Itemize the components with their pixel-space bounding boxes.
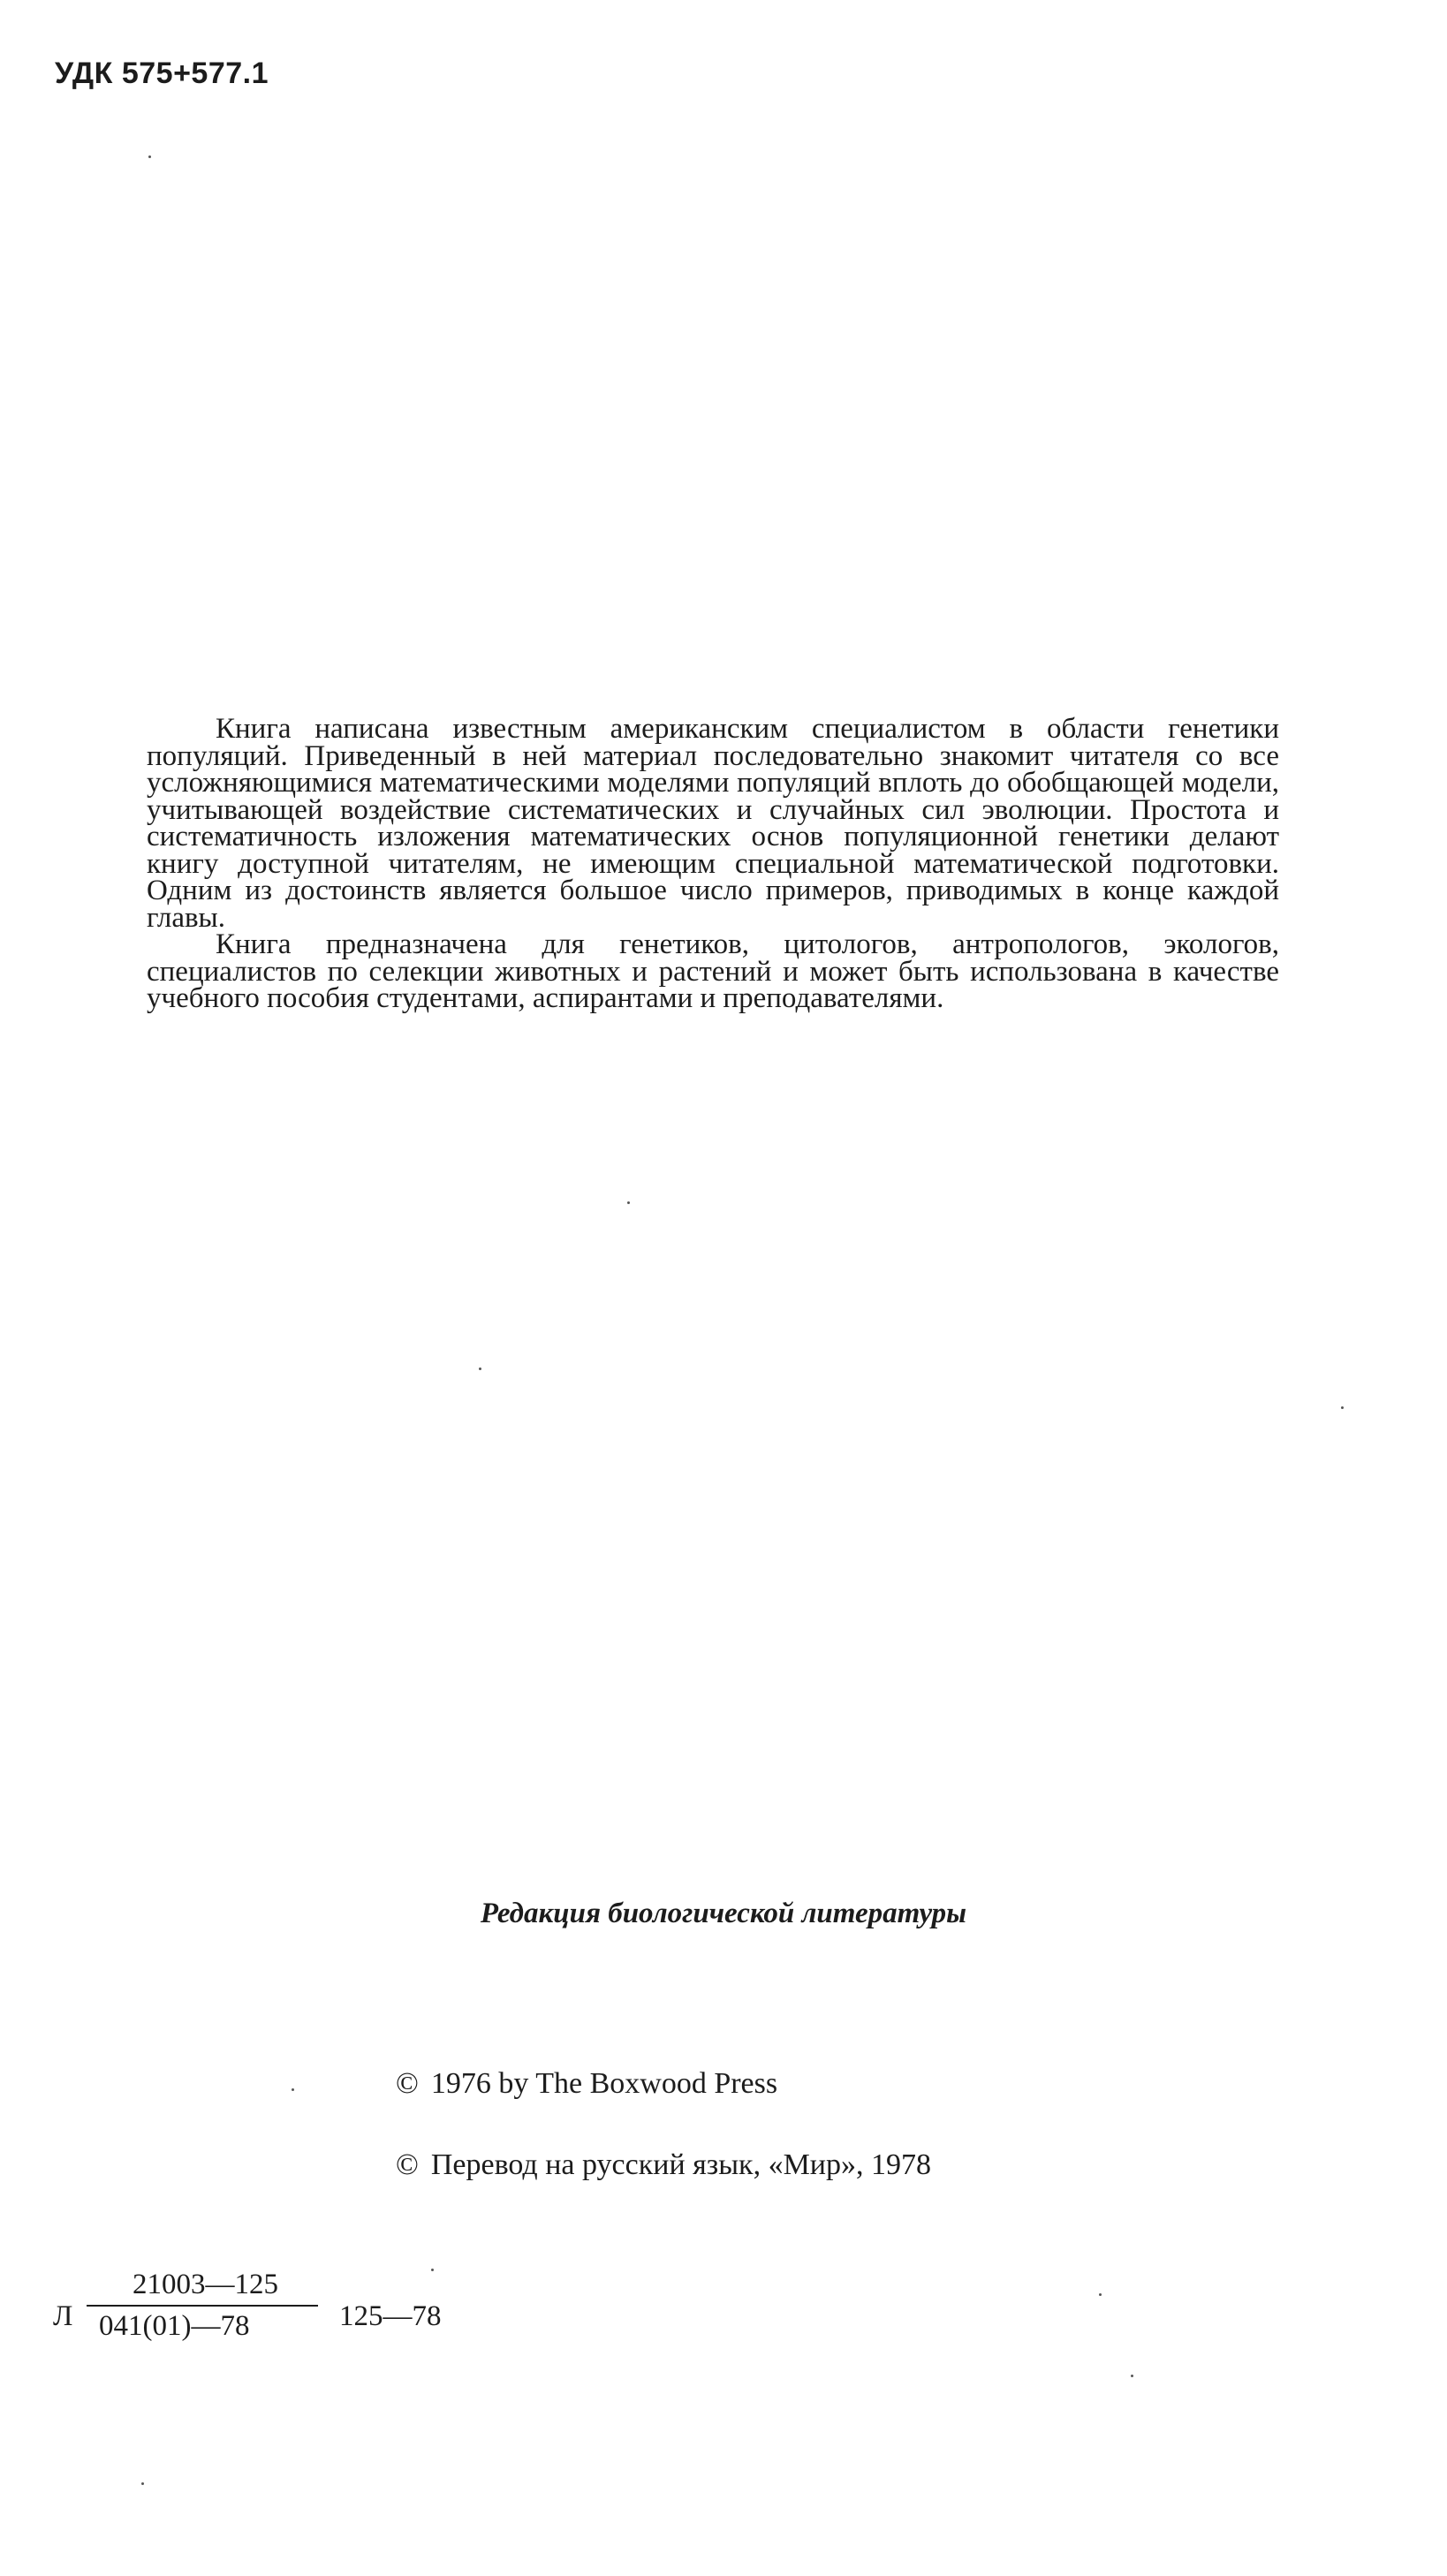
copyright-original-text: 1976 by The Boxwood Press [430, 2067, 778, 2100]
copyright-original [396, 2067, 777, 2101]
index-code: 125—78 [339, 2300, 442, 2332]
annotation-paragraph-2: Книга предназначена для генетиков, цитологов, антропологов, экологов, специалистов по селекции животных и растений и может быть использована в качестве учебного пособия студентами, аспирантами и преподавателями. [147, 928, 1279, 1014]
copyright-translation [396, 2148, 931, 2182]
scan-speck [627, 1201, 630, 1204]
udk-classification: УДК 575+577.1 [55, 57, 269, 90]
annotation-paragraph-1: Книга написана известным американским специалистом в области генетики популяций. Приведенный в ней материал последовательно знакомит читателя со все усложняющимися математическими моделями популяций вплоть до обобщающей модели, учитывающей воздействие систематических и случайных сил эволюции. Простота и систематичность изложения математических основ популяционной генетики делают книгу доступной читателям, не имеющим специальной математической подготовки. Одним из достоинств является большое число примеров, приводимых в конце каждой главы. [147, 713, 1279, 934]
scan-speck [431, 2269, 434, 2271]
index-letter: Л [53, 2300, 73, 2332]
scan-speck [1131, 2375, 1133, 2377]
fraction-bar [87, 2305, 318, 2307]
book-annotation [147, 713, 1279, 1014]
copyright-symbol: © [396, 2148, 419, 2181]
scan-speck [141, 2482, 144, 2485]
scan-speck [479, 1368, 481, 1370]
editorial-office: Редакция биологической литературы [480, 1898, 967, 1929]
index-denominator: 041(01)—78 [99, 2310, 250, 2342]
scan-speck [1099, 2293, 1102, 2296]
scan-speck [1341, 1406, 1344, 1409]
index-fraction [87, 2269, 318, 2343]
copyright-translation-text: Перевод на русский язык, «Мир», 1978 [430, 2148, 932, 2181]
scan-speck [148, 155, 151, 158]
index-numerator: 21003—125 [133, 2269, 278, 2300]
scan-speck [292, 2088, 294, 2091]
copyright-symbol: © [396, 2067, 419, 2100]
